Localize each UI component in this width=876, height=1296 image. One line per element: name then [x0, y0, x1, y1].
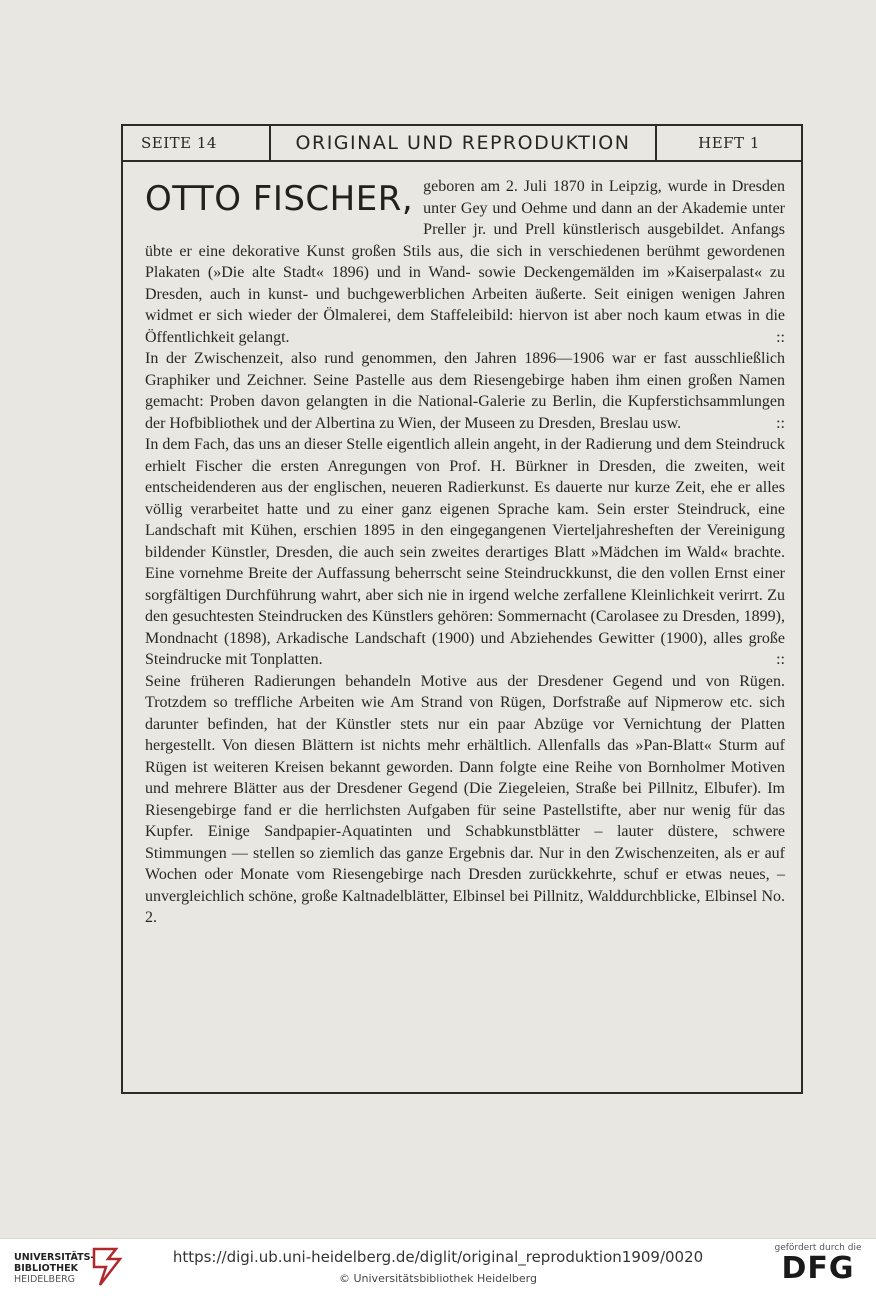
- paragraph-1: geboren am 2. Juli 1870 in Leipzig, wurde in Dresden unter Gey und Oehme und dann an der Akademie unter Preller jr. und Prell künstlerisch ausgebildet. Anfangs übte er eine dekorative Kunst großen Stils aus, die sich in verschiedenen berühmt gewordenen Plakaten (»Die alte Stadt« 1896) und in Wand- sowie Deckengemälden im »Kaiserpalast« zu Dresden, auch in kunst- und buchgewerblichen Arbeiten äußerte. Seit einigen wenigen Jahren widmet er sich wieder der Ölmalerei, dem Staffeleibild: hiervon ist aber noch kaum etwas in die Öffentlichkeit gelangt. ::: [145, 176, 785, 348]
- dfg-wordmark: DFG: [781, 1251, 855, 1286]
- issue-label: HEFT 1: [698, 134, 760, 152]
- viewer-footer: [0, 1238, 876, 1296]
- section-ornament: ::: [776, 328, 785, 346]
- paragraph-4: Seine früheren Radierungen behandeln Motive aus der Dresdener Gegend und von Rügen. Trotzdem so treffliche Arbeiten wie Am Strand von Rügen, Dorfstraße auf Nipmerow etc. sich darunter befinden, hat der Künstler stets nur ein paar Abzüge vor Vernichtung der Platten hergestellt. Von diesen Blättern ist nichts mehr erhältlich. Allenfalls das »Pan-Blatt« Sturm auf Rügen ist weiteren Kreisen bekannt geworden. Dann folgte eine Reihe von Bornholmer Motiven und mehrere Blätter aus der Dresdener Gegend (Die Ziegeleien, Straße bei Pillnitz, Elbufer). Im Riesengebirge fand er die herrlichsten Aufgaben für seine Pastellstifte, aber nur wenig für das Kupfer. Einige Sandpapier-Aquatinten und Schabkunstblätter – lauter düstere, schwere Stimmungen — stellen so ziemlich das ganze Ergebnis dar. Nur in den Zwischenzeiten, als er auf Wochen oder Monate vom Riesengebirge nach Dresden zurückkehrte, schuf er etwas neues, – unvergleichlich schöne, große Kaltnadelblätter, Elbinsel bei Pillnitz, Walddurchblicke, Elbinsel No. 2.: [145, 672, 785, 926]
- section-ornament: ::: [776, 414, 785, 432]
- journal-title: ORIGINAL UND REPRODUKTION: [271, 126, 657, 160]
- running-header: [123, 126, 801, 162]
- section-ornament: ::: [776, 651, 785, 668]
- funder-caption: gefördert durch die: [774, 1243, 862, 1253]
- article-headline: OTTO FISCHER,: [145, 179, 414, 219]
- paragraph-3: In dem Fach, das uns an dieser Stelle eigentlich allein angeht, in der Radierung und dem Steindruck erhielt Fischer die ersten Anregungen von Prof. H. Bürkner in Dresden, die zweiten, weit entscheidenderen aus der englischen, neueren Radierkunst. Es dauerte nur kurze Zeit, ehe er alles völlig verarbeitet hatte und zu einer ganz eigenen Sprache kam. Sein erster Steindruck, eine Landschaft mit Kühen, erschien 1895 in den eingegangenen Vierteljahresheften der Vereinigung bildender Künstler, Dresden, die auch sein zweites derartiges Blatt »Mädchen im Wald« brachte. Eine vornehme Breite der Auffassung beherrscht seine Steindruckkunst, die den vollen Ernst einer sorgfältigen Durchführung wahrt, aber sich nie in irgend welche zerfallene Kleinlichkeit verirrt. Zu den gesuchtesten Steindrucken des Künstlers gehören: Sommernacht (Carolasee zu Dresden, 1899), Mondnacht (1898), Arkadische Landschaft (1900) und Abziehendes Gewitter (1900), alles große Steindrucke mit Tonplatten. ::: [145, 434, 785, 671]
- library-logo[interactable]: UNIVERSITÄTS- BIBLIOTHEK HEIDELBERG: [14, 1252, 95, 1285]
- article-body: [145, 176, 785, 929]
- paragraph-2: In der Zwischenzeit, also rund genommen, den Jahren 1896—1906 war er fast ausschließlich Graphiker und Zeichner. Seine Pastelle aus dem Riesengebirge haben ihm einen großen Namen gemacht: Proben davon gelangten in die National-Galerie zu Berlin, die Kupferstichsammlungen der Hofbibliothek und der Albertina zu Wien, der Museen zu Dresden, Breslau usw. ::: [145, 348, 785, 434]
- permalink-url[interactable]: https://digi.ub.uni-heidelberg.de/diglit/original_reproduktion1909/0020: [172, 1248, 704, 1266]
- page-number-label: SEITE 14: [123, 126, 271, 160]
- funder-logo[interactable]: [770, 1243, 866, 1285]
- copyright-notice: © Universitätsbibliothek Heidelberg: [338, 1272, 537, 1285]
